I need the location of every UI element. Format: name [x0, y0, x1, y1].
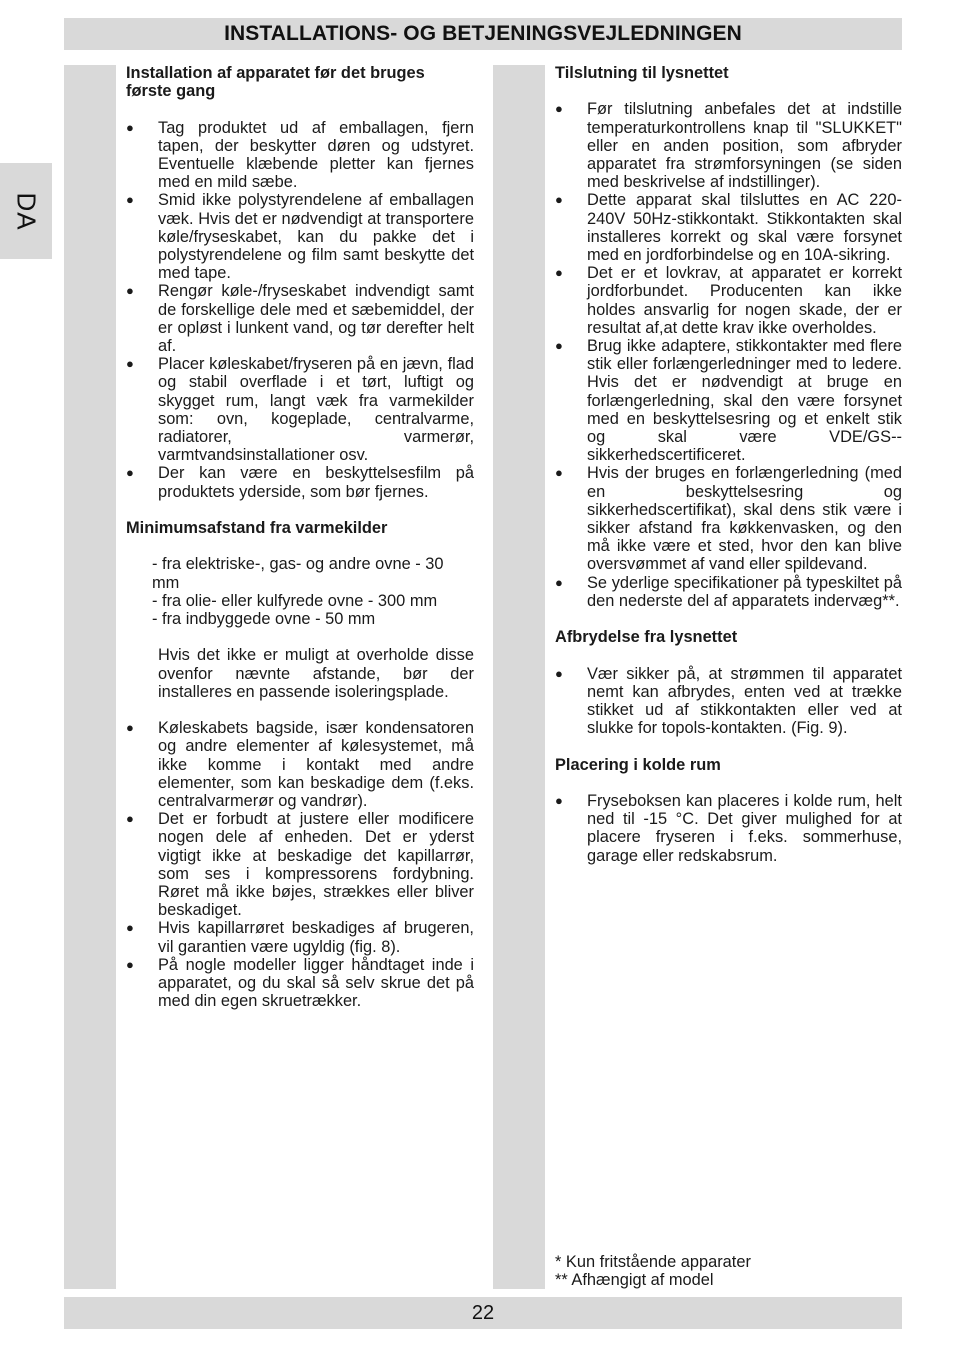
list-item: ● Dette apparat skal tilsluttes en AC 220-240V 50Hz-stikkontakt. Stikkontakten skal installeres korrekt og skal være forsynet med en jordforbindelse og en 10A-sikring. [555, 191, 902, 264]
list-item: ● Hvis der bruges en forlængerledning (med en beskyttelsesring og sikkerhedscertifikat), skal dens stik være i sikker afstand fra køkkenvasken, og den må ikke være et sted, hvor den kan blive oversvømmet af vand eller spildevand. [555, 464, 902, 573]
list-item: ● Køleskabets bagside, især kondensatoren og andre elementer af kølesystemet, må ikke komme i kontakt med andre elementer, som kan beskadige dem (f.eks. centralvarmerør og vandrør). [126, 719, 474, 810]
warnings-list [126, 719, 474, 1010]
list-item: ● På nogle modeller ligger håndtaget inde i apparatet, og du skal så selv skrue det på med din egen skruetrækker. [126, 956, 474, 1011]
section-heading-connection: Tilslutning til lysnettet [555, 64, 729, 82]
list-item: ● Det er forbudt at justere eller modificere nogen dele af enheden. Det er yderst vigtigt ikke at beskadige det kapillarrør, som ses i kompressorens fordybning. Røret må ikke bøjes, strækkes eller bliver beskadiget. [126, 810, 474, 919]
footnote: * Kun fritstående apparater [555, 1253, 751, 1271]
list-item: ● Placer køleskabet/fryseren på en jævn, flad og stabil overflade i et tørt, luftigt og skygget rum, langt væk fra varmekilder som: ovn, kogeplade, centralvarme, radiatorer, varmerør, varmtvandsinstallationer osv. [126, 355, 474, 464]
section-heading-disconnect: Afbrydelse fra lysnettet [555, 628, 738, 647]
list-item: ● Tag produktet ud af emballagen, fjern tapen, der beskytter døren og udstyret. Eventuelle klæbende pletter kan fjernes med en mild sæbe. [126, 119, 474, 192]
left-margin-band [64, 65, 116, 1289]
header-bar [64, 18, 902, 50]
list-item: ● Der kan være en beskyttelsesfilm på produktets yderside, som bør fjernes. [126, 464, 474, 500]
list-item: ● Se yderlige specifikationer på typeskiltet på den nederste del af apparatets indervæg**. [555, 574, 902, 610]
distance-item: - fra indbyggede ovne - 50 mm [152, 610, 376, 629]
section-heading-distance: Minimumsafstand fra varmekilder [126, 519, 388, 538]
distance-item: - fra elektriske-, gas- og andre ovne - 30 mm [152, 555, 444, 592]
installation-list [126, 119, 474, 501]
list-item: ● Fryseboksen kan placeres i kolde rum, helt ned til -15 °C. Det giver mulighed for at placere fryseren i f.eks. sommerhuse, garage eller redskabsrum. [555, 792, 902, 865]
page-title: INSTALLATIONS- OG BETJENINGSVEJLEDNINGEN [224, 22, 742, 45]
section-heading-installation: Installation af apparatet før det bruges første gang [126, 64, 425, 101]
list-item: ● Smid ikke polystyrendelene af emballagen væk. Hvis det er nødvendigt at transportere køle/fryseskabet, kan du pakke det i polystyrendelene og film samt beskytte det med tape. [126, 191, 474, 282]
page-number: 22 [471, 1301, 495, 1324]
distance-note: Hvis det ikke er muligt at overholde disse ovenfor nævnte afstande, bør der installeres en passende isoleringsplade. [158, 646, 474, 701]
list-item: ● Rengør køle-/fryseskabet indvendigt samt de forskellige dele med et sæbemiddel, der er opløst i lunkent vand, og tør derefter helt af. [126, 282, 474, 355]
right-column [555, 64, 902, 865]
footnote: ** Afhængigt af model [555, 1271, 714, 1289]
disconnect-list [555, 665, 902, 738]
cold-rooms-list [555, 792, 902, 865]
list-item: ● Før tilslutning anbefales det at indstille temperaturkontrollens knap til "SLUKKET" eller en anden position, som afbryder apparatet fra strømforsyningen (se siden med beskrivelse af indstillinger). [555, 100, 902, 191]
list-item: ● Det er et lovkrav, at apparatet er korrekt jordforbundet. Producenten kan ikke holdes ansvarlig for nogen skade, der er resultat af,at dette krav ikke overholdes. [555, 264, 902, 337]
language-label: DA [11, 191, 42, 231]
section-heading-cold-rooms: Placering i kolde rum [555, 755, 721, 774]
left-column [126, 64, 474, 1010]
list-item: ● Brug ikke adaptere, stikkontakter med flere stik eller forlængerledninger med to ledere. Hvis det er nødvendigt at bruge en forlængerledning, skal den være forsynet med en beskyttelsesring og et enkelt stik og skal være VDE/GS--sikkerhedscertificeret. [555, 337, 902, 464]
right-margin-band [493, 65, 545, 1289]
connection-list [555, 100, 902, 610]
list-item: ● Hvis kapillarrøret beskadiges af brugeren, vil garantien være ugyldig (fig. 8). [126, 919, 474, 955]
list-item: ● Vær sikker på, at strømmen til apparatet nemt kan afbrydes, enten ved at trække stikket ud af stikkontakten eller ved at slukke for topols-kontakten. (Fig. 9). [555, 665, 902, 738]
language-tab [0, 163, 52, 259]
footer-bar [64, 1297, 902, 1329]
distance-item: - fra olie- eller kulfyrede ovne - 300 mm [152, 591, 438, 610]
